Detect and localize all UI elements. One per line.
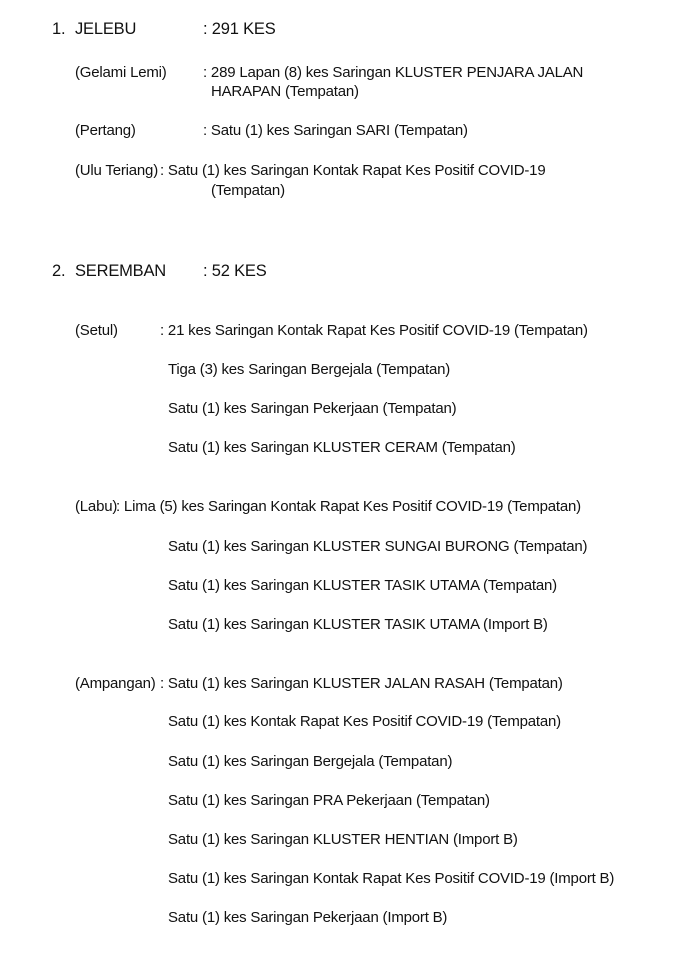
case-line: Satu (1) kes Saringan Pekerjaan (Tempatan)	[168, 400, 457, 417]
area-label-labu: (Labu)	[75, 498, 118, 515]
case-line: : 289 Lapan (8) kes Saringan KLUSTER PENJARA JALAN	[203, 64, 584, 81]
case-line: Satu (1) kes Saringan KLUSTER CERAM (Tempatan)	[168, 439, 516, 456]
case-line: Satu (1) kes Saringan KLUSTER SUNGAI BURONG (Tempatan)	[168, 538, 588, 555]
district-total: : 291 KES	[203, 20, 276, 38]
case-line-continued: (Tempatan)	[211, 182, 285, 199]
case-line: Satu (1) kes Kontak Rapat Kes Positif COVID-19 (Tempatan)	[168, 713, 561, 730]
case-line: Satu (1) kes Saringan KLUSTER TASIK UTAMA (Import B)	[168, 616, 548, 633]
case-line: Satu (1) kes Saringan KLUSTER HENTIAN (Import B)	[168, 831, 518, 848]
case-line: : Satu (1) kes Saringan KLUSTER JALAN RASAH (Tempatan)	[160, 675, 563, 692]
case-line: : Satu (1) kes Saringan Kontak Rapat Kes Positif COVID-19	[160, 162, 546, 179]
area-label-gelami-lemi: (Gelami Lemi)	[75, 64, 167, 81]
case-line: : Satu (1) kes Saringan SARI (Tempatan)	[203, 122, 468, 139]
case-line: : Lima (5) kes Saringan Kontak Rapat Kes Positif COVID-19 (Tempatan)	[116, 498, 581, 515]
case-line-continued: HARAPAN (Tempatan)	[211, 83, 359, 100]
case-line: : 21 kes Saringan Kontak Rapat Kes Positif COVID-19 (Tempatan)	[160, 322, 588, 339]
district-name: SEREMBAN	[75, 262, 167, 280]
case-line: Satu (1) kes Saringan PRA Pekerjaan (Tempatan)	[168, 792, 490, 809]
district-total: : 52 KES	[203, 262, 267, 280]
section-number: 2.	[52, 262, 66, 280]
case-line: Satu (1) kes Saringan KLUSTER TASIK UTAMA (Tempatan)	[168, 577, 557, 594]
district-name: JELEBU	[75, 20, 137, 38]
section-number: 1.	[52, 20, 66, 38]
area-label-ulu-teriang: (Ulu Teriang)	[75, 162, 158, 179]
area-label-pertang: (Pertang)	[75, 122, 136, 139]
area-label-ampangan: (Ampangan)	[75, 675, 156, 692]
case-line: Satu (1) kes Saringan Bergejala (Tempatan)	[168, 753, 453, 770]
area-label-setul: (Setul)	[75, 322, 118, 339]
case-line: Satu (1) kes Saringan Pekerjaan (Import B)	[168, 909, 448, 926]
case-line: Tiga (3) kes Saringan Bergejala (Tempatan)	[168, 361, 451, 378]
case-line: Satu (1) kes Saringan Kontak Rapat Kes Positif COVID-19 (Import B)	[168, 870, 615, 887]
